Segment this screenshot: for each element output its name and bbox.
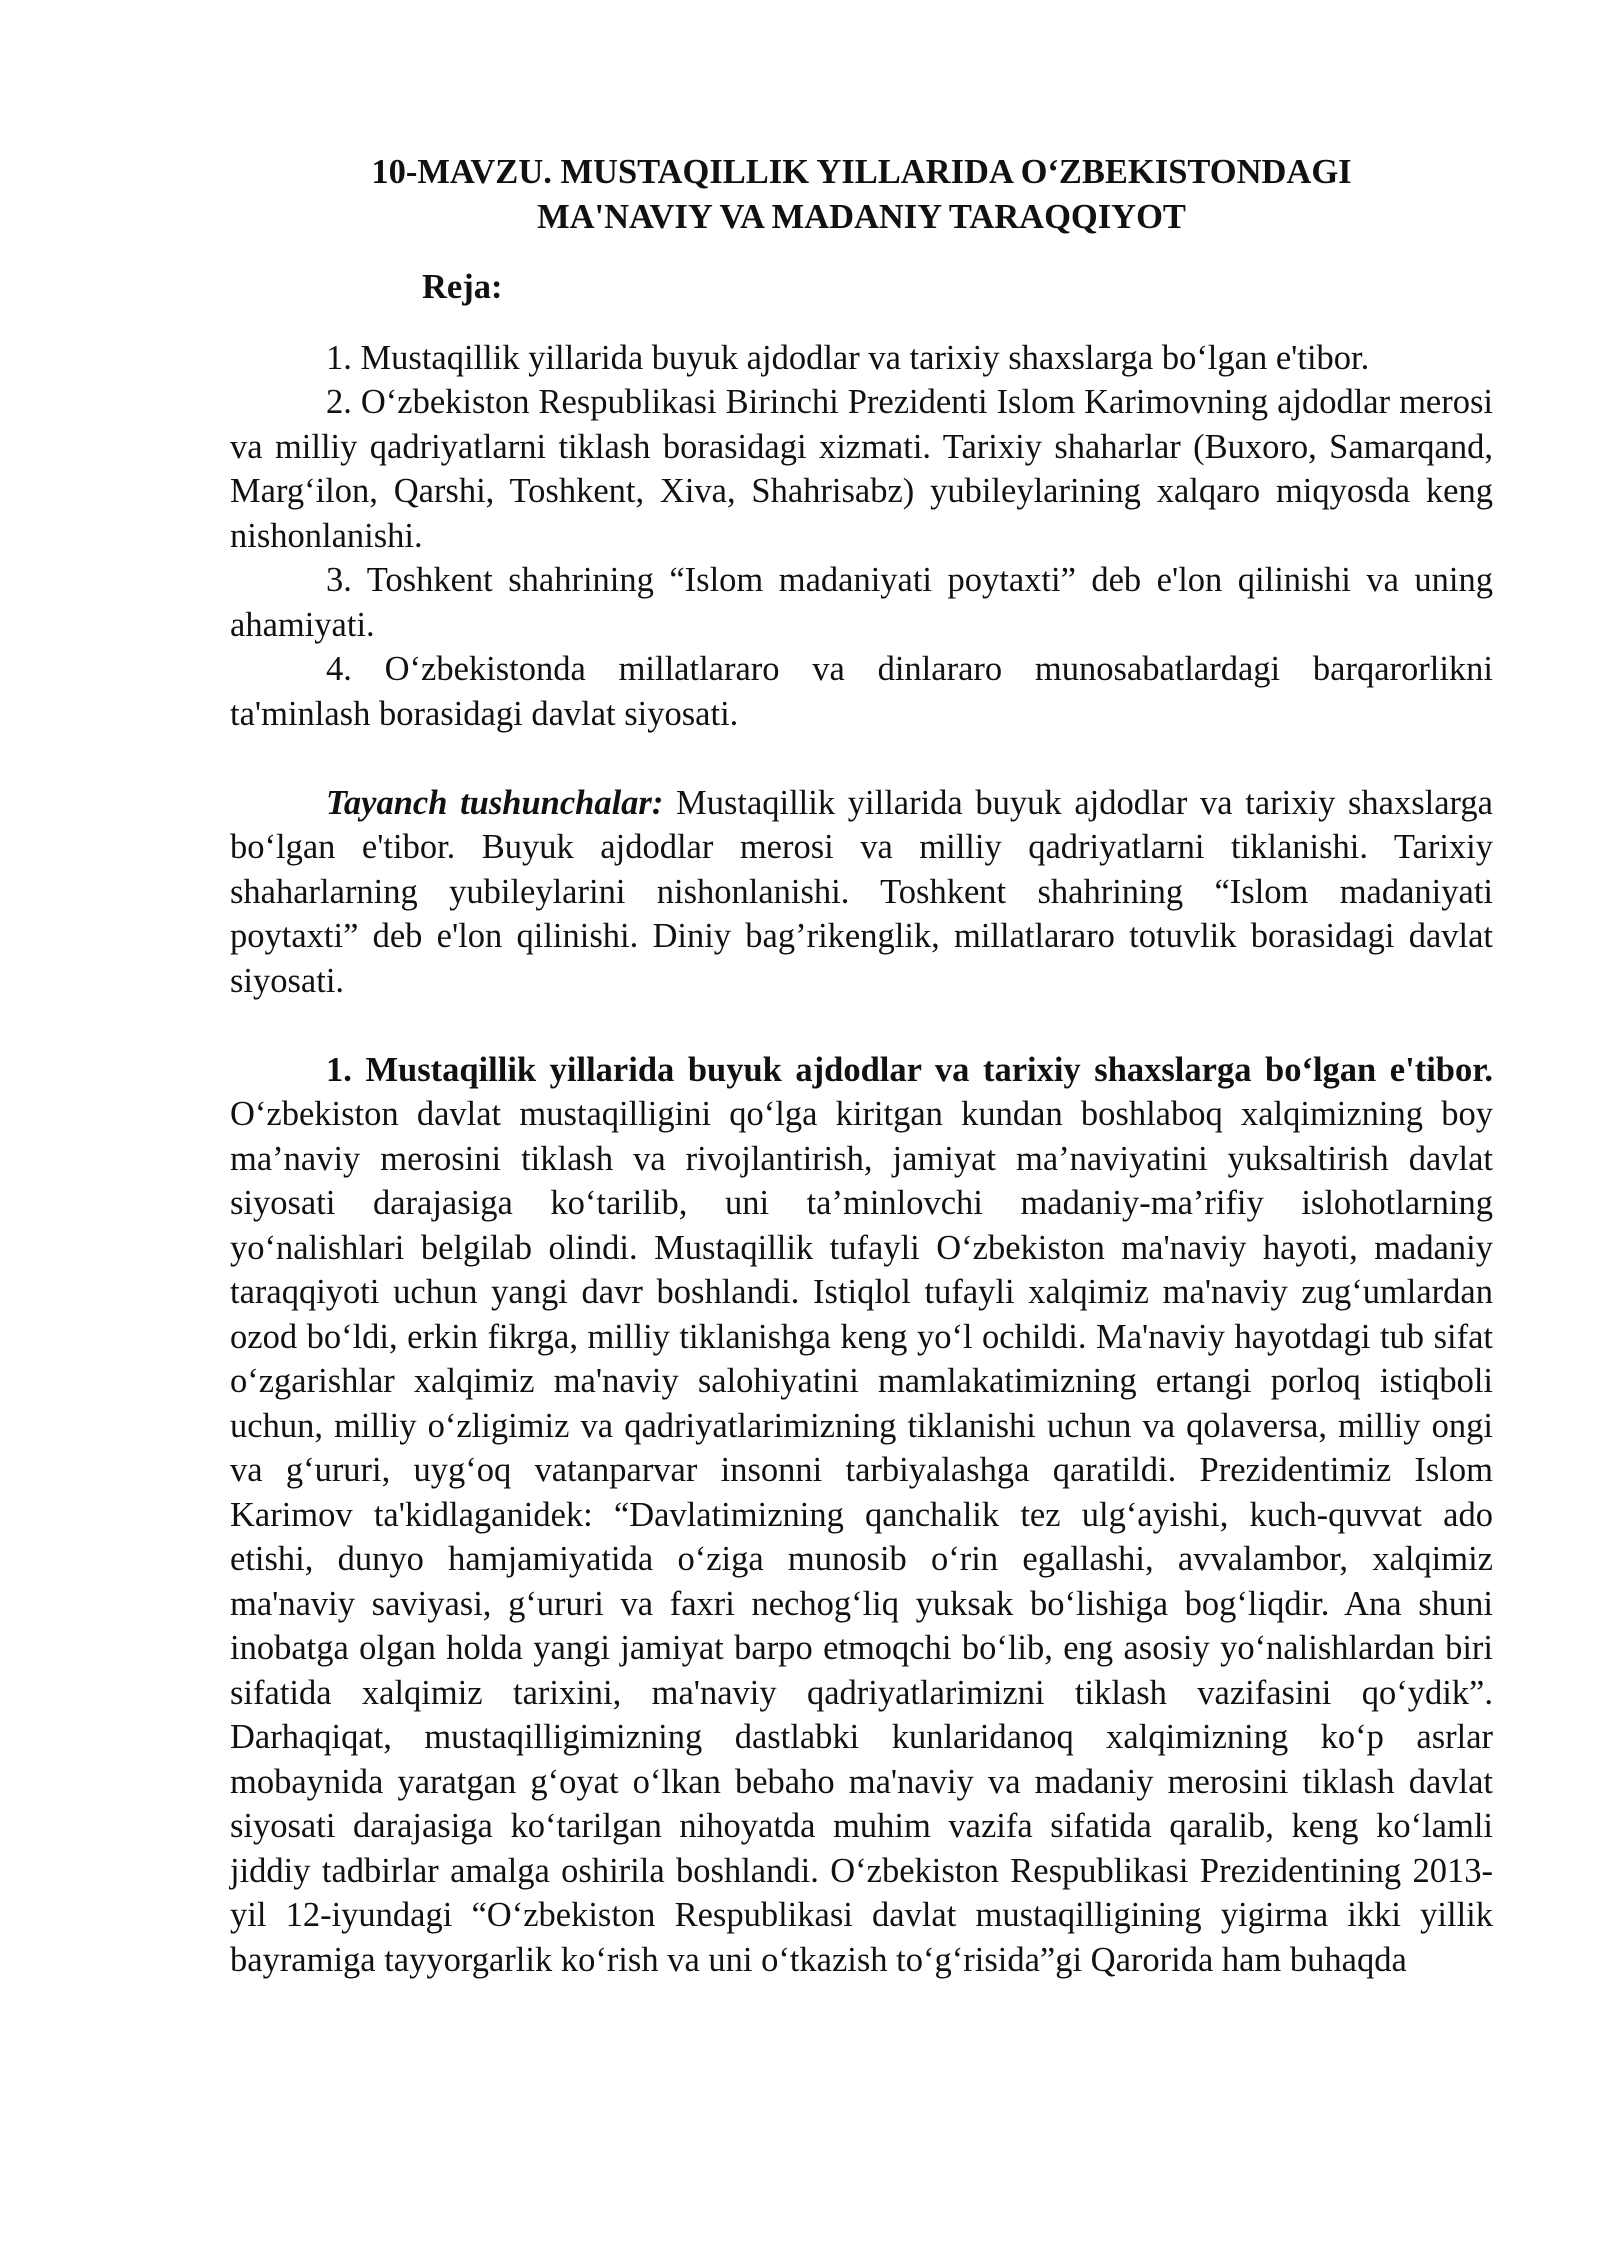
key-concepts-paragraph bbox=[230, 781, 1493, 1004]
plan-heading: Reja: bbox=[422, 268, 503, 306]
plan-item: 1. Mustaqillik yillarida buyuk ajdodlar va tarixiy shaxslarga bo‘lgan e'tibor. bbox=[326, 338, 1370, 377]
plan-item: 2. O‘zbekiston Respublikasi Birinchi Prezidenti Islom Karimovning ajdodlar merosi va milliy qadriyatlarni tiklash borasidagi xizmati. Tarixiy shaharlar (Buxoro, Samarqand, Marg‘ilon, Qarshi, Toshkent, Xiva, Shahrisabz) yubileylarining xalqaro miqyosda keng nishonlanishi. bbox=[230, 383, 1493, 555]
paragraph-spacer bbox=[230, 1003, 1493, 1048]
title-line-1: 10-MAVZU. MUSTAQILLIK YILLARIDA O‘ZBEKISTONDAGI bbox=[371, 153, 1352, 191]
section-1-paragraph bbox=[230, 1048, 1493, 1983]
paragraph-spacer bbox=[230, 736, 1493, 781]
document-page bbox=[230, 150, 1493, 1982]
key-concepts-text: Mustaqillik yillarida buyuk ajdodlar va tarixiy shaxslarga bo‘lgan e'tibor. Buyuk ajdodlar merosi va milliy qadriyatlarni tiklanishi. Tarixiy shaharlarning yubileylarini nishonlanishi. Toshkent shahrining “Islom madaniyati poytaxti” deb e'lon qilinishi. Diniy bag’rikenglik, millatlararo totuvlik borasidagi davlat siyosati. bbox=[230, 783, 1493, 1000]
key-concepts-label: Tayanch tushunchalar: bbox=[326, 783, 664, 822]
plan-list bbox=[230, 336, 1493, 737]
section-1-heading: 1. Mustaqillik yillarida buyuk ajdodlar va tarixiy shaxslarga bo‘lgan e'tibor. bbox=[326, 1050, 1493, 1089]
plan-item: 3. Toshkent shahrining “Islom madaniyati poytaxti” deb e'lon qilinishi va uning ahamiyati. bbox=[230, 561, 1493, 644]
document-title bbox=[230, 150, 1493, 239]
plan-item: 4. O‘zbekistonda millatlararo va dinlararo munosabatlardagi barqarorlikni ta'minlash borasidagi davlat siyosati. bbox=[230, 650, 1493, 733]
title-line-2: MA'NAVIY VA MADANIY TARAQQIYOT bbox=[537, 197, 1186, 236]
section-1-text: O‘zbekiston davlat mustaqilligini qo‘lga kiritgan kundan boshlaboq xalqimizning boy ma’naviy merosini tiklash va rivojlantirish, jamiyat ma’naviyatini yuksaltirish davlat siyosati darajasiga ko‘tarilib, uni ta’minlovchi madaniy-ma’rifiy islohotlarning yo‘nalishlari belgilab olindi. Mustaqillik tufayli O‘zbekiston ma'naviy hayoti, madaniy taraqqiyoti uchun yangi davr boshlandi. Istiqlol tufayli xalqimiz ma'naviy zug‘umlardan ozod bo‘ldi, erkin fikrga, milliy tiklanishga keng yo‘l ochildi. Ma'naviy hayotdagi tub sifat o‘zgarishlar xalqimiz ma'naviy salohiyatini mamlakatimizning ertangi porloq istiqboli uchun, milliy o‘zligimiz va qadriyatlarimizning tiklanishi uchun va qolaversa, milliy ongi va g‘ururi, uyg‘oq vatanparvar insonni tarbiyalashga qaratildi. Prezidentimiz Islom Karimov ta'kidlaganidek: “Davlatimizning qanchalik tez ulg‘ayishi, kuch-quvvat ado etishi, dunyo hamjamiyatida o‘ziga munosib o‘rin egallashi, avvalambor, xalqimiz ma'naviy saviyasi, g‘ururi va faxri nechog‘liq yuksak bo‘lishiga bog‘liqdir. Ana shuni inobatga olgan holda yangi jamiyat barpo etmoqchi bo‘lib, eng asosiy yo‘nalishlardan biri sifatida xalqimiz tarixini, ma'naviy qadriyatlarimizni tiklash vazifasini qo‘ydik”. Darhaqiqat, mustaqilligimizning dastlabki kunlaridanoq xalqimizning ko‘p asrlar mobaynida yaratgan g‘oyat o‘lkan bebaho ma'naviy va madaniy merosini tiklash davlat siyosati darajasiga ko‘tarilgan nihoyatda muhim vazifa sifatida qaralib, keng ko‘lamli jiddiy tadbirlar amalga oshirila boshlandi. O‘zbekiston Respublikasi Prezidentining 2013-yil 12-iyundagi “O‘zbekiston Respublikasi davlat mustaqilligining yigirma ikki yillik bayramiga tayyorgarlik ko‘rish va uni o‘tkazish to‘g‘risida”gi Qarorida ham buhaqda bbox=[230, 1095, 1493, 1979]
